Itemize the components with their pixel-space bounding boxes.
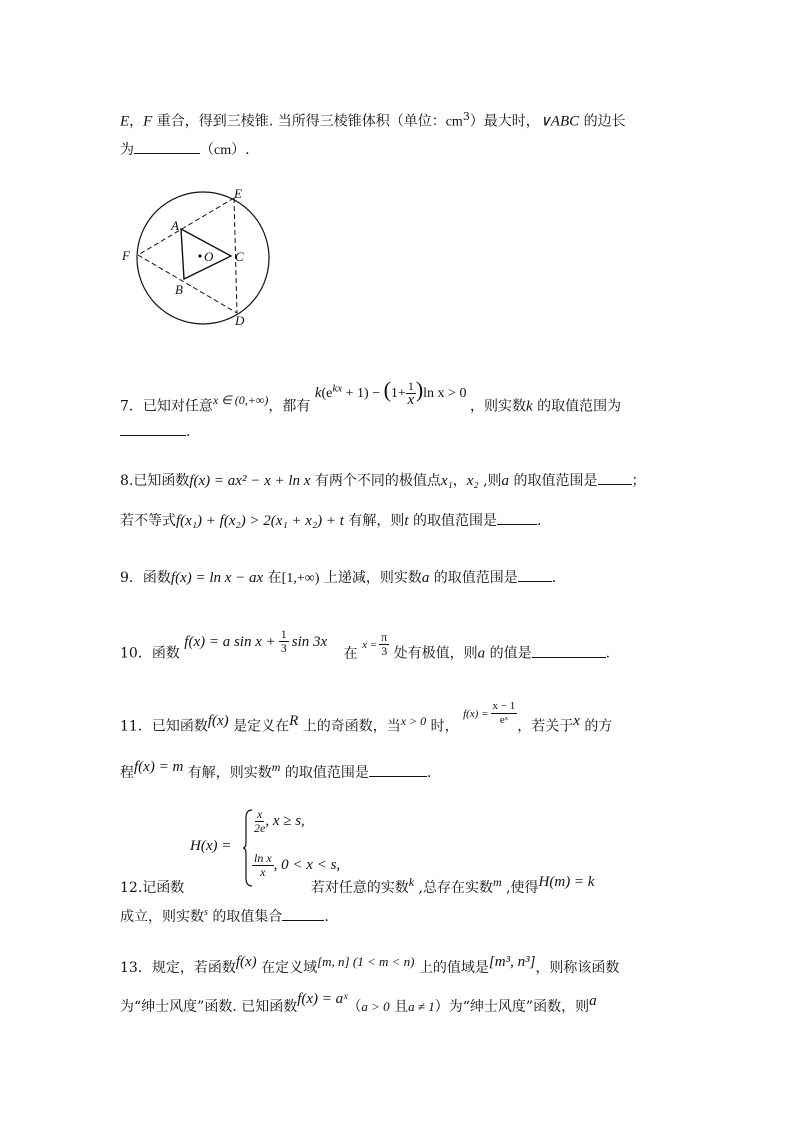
q13-fx: f(x): [235, 954, 257, 970]
q9-line: [120, 567, 556, 589]
frac-lnx-x: [252, 852, 274, 879]
q9-interval: [1,+∞): [281, 571, 320, 586]
period: .: [426, 765, 432, 781]
q7-inequality: [314, 376, 470, 408]
label-b: B: [175, 282, 183, 297]
var-k-2: k: [525, 398, 533, 415]
q11-text-7: 有解，则实数: [183, 765, 272, 781]
q11-text-4: ，若关于: [517, 718, 574, 735]
q13-number: 13．规定，若函数: [120, 960, 236, 976]
q7-text: ，都有: [268, 398, 311, 415]
q12-equation: H(m) = k: [538, 874, 595, 890]
label-o: O: [204, 249, 214, 264]
q10-x-eq: [362, 631, 389, 658]
frac-den: x: [407, 391, 415, 408]
q12-text-3: ,使得: [501, 880, 539, 896]
q11-text-3: 时，: [426, 718, 459, 735]
q13-domain: [m, n] (1 < m < n): [317, 954, 415, 969]
q8-text-2: ,则: [478, 473, 502, 489]
case-2-cond: , 0 < x < s,: [273, 857, 341, 873]
q8-line-1: [120, 470, 646, 491]
semicolon: ；: [631, 473, 646, 489]
frac-1-x: [406, 380, 416, 407]
frac-den: 2e: [254, 821, 266, 835]
q6-line-2: [120, 139, 250, 161]
q10-text-2: 处有极值，则: [389, 645, 478, 662]
q11-cond: x > 0: [400, 713, 427, 728]
label-a: A: [171, 218, 179, 233]
var-t: t: [404, 513, 409, 529]
period: .: [537, 513, 542, 529]
var-k: k: [408, 875, 415, 889]
q12-line-2: [120, 906, 329, 929]
q10-func-part: f(x) = a sin x +: [184, 633, 276, 650]
q7-condition: x ∈ (0,+∞): [212, 392, 269, 407]
dashed-fd: [138, 255, 237, 313]
q11-text-8: 的取值范围是: [280, 765, 369, 781]
var-f: F: [143, 113, 153, 130]
var-k: k: [314, 384, 322, 401]
label-d: D: [235, 313, 245, 328]
q12-text-2: ,总存在实数: [414, 880, 493, 896]
q8-inequality: f(x₁) + f(x₂) > 2(x₁ + x₂) + t: [176, 513, 344, 529]
q11-fx: f(x): [207, 712, 229, 729]
q8-text: 有两个不同的极值点: [310, 473, 441, 489]
q12-text: 若对任意的实数: [306, 880, 409, 896]
q11-line-2: [120, 759, 432, 783]
q13-text-6: ）为“绅士风度”函数，则: [434, 999, 590, 1015]
q10-text-3: 的值是: [485, 645, 532, 662]
var-m: m: [271, 760, 281, 774]
fx-equals: f(x) =: [463, 707, 489, 720]
q9-number: 9．函数: [120, 570, 171, 586]
frac-num: x − 1: [492, 700, 516, 712]
q7-number: 7．已知对任意: [120, 398, 213, 415]
q12-line-1: [120, 874, 595, 898]
ineq-part-3: ln x > 0: [423, 385, 467, 401]
q13-range: [m³, n³]: [488, 954, 536, 970]
q8-text-5: 有解，则: [343, 513, 405, 529]
center-dot: [198, 254, 201, 257]
q13-line-2: [120, 991, 597, 1017]
q10-func-part-2: sin 3x: [291, 633, 328, 650]
var-x1: x₁: [440, 473, 453, 489]
q11-text: 是定义在: [228, 718, 290, 735]
period: .: [245, 142, 250, 158]
frac-1-3: [279, 628, 289, 655]
q13-cond-2: a ≠ 1: [408, 999, 435, 1014]
unit-paren: （cm）: [200, 143, 246, 158]
dashed-ef: [138, 198, 234, 255]
answer-blank[interactable]: [134, 139, 200, 154]
q6-wei: 为: [120, 142, 134, 158]
answer-blank[interactable]: [518, 567, 552, 582]
case-1-cond: , x ≥ s,: [265, 813, 305, 829]
frac-den: eˣ: [499, 714, 508, 726]
q10-line: [120, 627, 611, 668]
geometry-figure: [118, 182, 278, 332]
q6-text-3: 的边长: [579, 113, 626, 130]
frac-den: 3: [280, 641, 287, 655]
var-a: a: [421, 570, 430, 586]
var-x2: x₂: [466, 473, 479, 489]
q7-tail: ，则实数: [469, 398, 526, 415]
ineq-part-2: + 1) −: [342, 385, 384, 401]
one: 1+: [390, 385, 406, 401]
var-x: x: [573, 712, 580, 729]
frac-num: x: [257, 807, 263, 821]
var-s: s: [204, 907, 208, 918]
q13-function: f(x) = aˣ: [297, 991, 348, 1007]
q10-function: [184, 628, 327, 655]
x-equals: x =: [362, 638, 378, 651]
frac-x1-ex: [491, 700, 518, 727]
answer-blank[interactable]: [598, 470, 632, 485]
frac-den: 3: [381, 644, 388, 658]
comma: ，: [129, 113, 144, 130]
label-c: C: [235, 249, 244, 264]
var-a: a: [477, 645, 486, 662]
q13-text-3: ，则称该函数: [535, 960, 620, 976]
triangle-abc: ∨ABC: [539, 113, 580, 130]
q13-cond-1: a > 0: [361, 999, 390, 1014]
q10-text: 在: [343, 645, 358, 662]
period: .: [324, 909, 329, 925]
q13-text-4: 为“绅士风度”函数. 已知函数: [120, 999, 298, 1015]
q11-line-1: [120, 700, 613, 741]
q6-text-2: ）最大时，: [469, 113, 540, 130]
q11-text-5: 的方: [579, 718, 613, 735]
q6-line-1: [120, 107, 626, 133]
frac-pi-3: [379, 631, 389, 658]
paren-close: ): [415, 376, 424, 402]
exponent: kx: [332, 382, 343, 394]
answer-blank[interactable]: [532, 643, 606, 658]
var-e: E: [120, 113, 130, 130]
q8-text-3: 的取值范围是: [509, 473, 598, 489]
q8-text-4: 若不等式: [120, 513, 176, 529]
q9-function: f(x) = ln x − ax: [170, 570, 264, 586]
paren-open: (: [383, 376, 391, 402]
period: .: [186, 424, 191, 440]
q8-number: 8.已知函数: [120, 473, 190, 489]
label-e: E: [234, 186, 242, 201]
answer-blank[interactable]: [120, 421, 186, 436]
q13-text-2: 上的值域是: [414, 960, 489, 976]
paren: （: [347, 999, 362, 1015]
frac-den: x: [260, 865, 266, 879]
frac-num: 1: [280, 627, 287, 641]
q11-text-6: 程: [120, 765, 134, 781]
q11-text-2: 上的奇函数，当: [298, 718, 401, 735]
q13-text-5: 且: [389, 999, 409, 1015]
q12-text-4: 成立，则实数: [120, 909, 204, 925]
q11-fx-def: [463, 700, 517, 727]
period: .: [605, 645, 611, 662]
q7-tail-2: 的取值范围为: [532, 398, 622, 415]
answer-blank[interactable]: [282, 906, 324, 921]
var-m: m: [492, 875, 502, 889]
frac-num: ln x: [254, 851, 272, 865]
q11-number: 11．已知函数: [120, 718, 208, 735]
q12-number: 12.记函数: [120, 880, 185, 896]
q7-line-1: [120, 376, 622, 421]
q8-line-2: [120, 510, 541, 531]
var-a: a: [589, 993, 597, 1009]
case-2: [252, 852, 340, 879]
var-r: R: [289, 712, 299, 729]
q6-text: 重合，得到三棱锥. 当所得三棱锥体积（单位：: [152, 113, 446, 130]
case-1: [254, 808, 305, 835]
unit-exponent: 3: [462, 110, 470, 123]
answer-blank[interactable]: [497, 510, 537, 525]
q7-line-2: [120, 421, 190, 442]
answer-blank[interactable]: [369, 762, 427, 777]
q9-text-3: 的取值范围是: [429, 570, 518, 586]
outer-circle: [137, 192, 269, 324]
period: .: [551, 570, 557, 586]
q9-text-2: 上递减，则实数: [319, 570, 422, 586]
label-f: F: [122, 248, 130, 263]
frac-num: 1: [407, 378, 414, 393]
q12-text-5: 的取值集合: [207, 909, 283, 925]
q11-equation: f(x) = m: [134, 759, 184, 775]
ineq-part: (e: [321, 385, 333, 401]
q9-text: 在: [263, 570, 282, 586]
q13-line-1: [120, 954, 620, 978]
q10-number: 10．函数: [120, 645, 180, 662]
frac-num: π: [381, 630, 388, 644]
unit-cm: cm: [445, 114, 463, 130]
piecewise-h: H(x) =: [190, 838, 232, 854]
q8-text-6: 的取值范围是: [408, 513, 498, 529]
var-a: a: [501, 473, 510, 489]
q13-text: 在定义域: [256, 960, 318, 976]
frac-x-2e: [254, 808, 265, 835]
comma: ，: [452, 473, 467, 489]
q8-function: f(x) = ax² − x + ln x: [189, 473, 311, 489]
